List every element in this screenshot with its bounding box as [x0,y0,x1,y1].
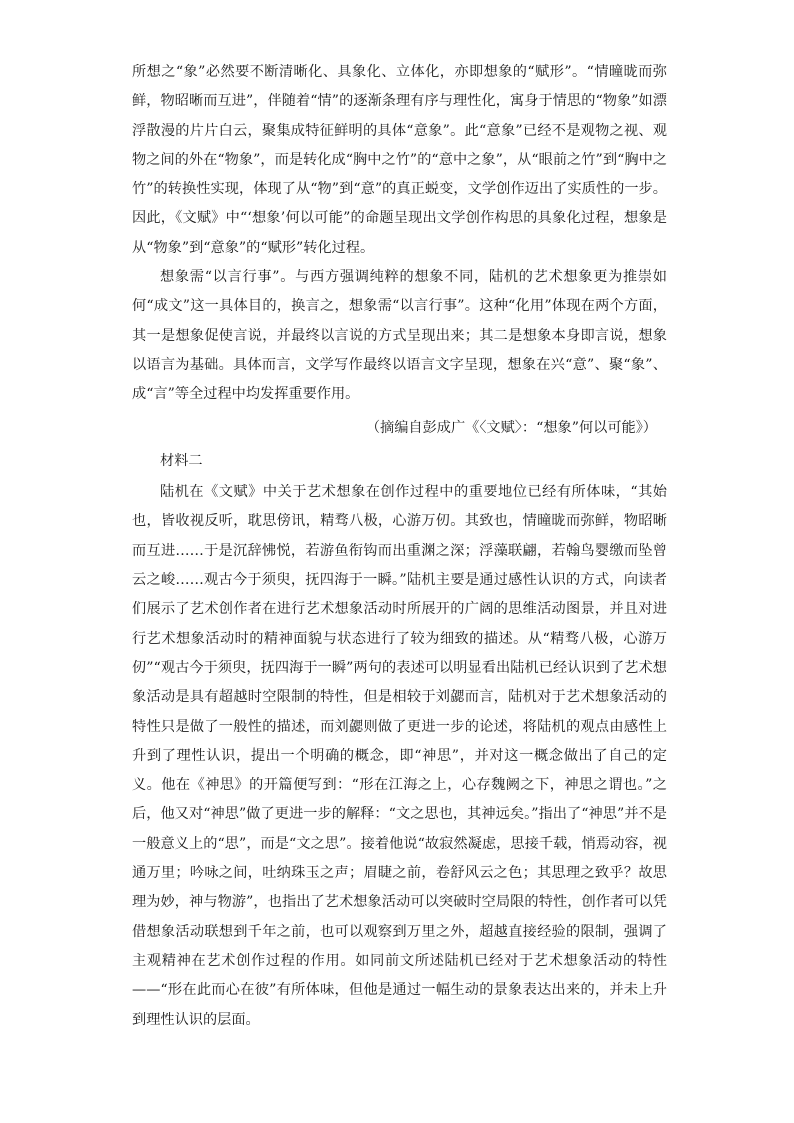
document-page [132,58,667,1035]
material-two-heading: 材料二 [160,452,203,469]
paragraph-lu-ji: 陆机在《文赋》中关于艺术想象在创作过程中的重要地位已经有所体味，“其始也，皆收视反听，耽思傍讯，精骛八极，心游万仞。其致也，情曈昽而弥鲜，物昭晰而互进……于是沉辞怫悦，若游鱼衔钩而出重渊之深；浮藻联翩，若翰鸟婴缴而坠曾云之峻……观古今于须臾，抚四海于一瞬。”陆机主要是通过感性认识的方式，向读者们展示了艺术创作者在进行艺术想象活动时所展开的广阔的思维活动图景，并且对进行艺术想象活动时的精神面貌与状态进行了较为细致的描述。从“精骛八极，心游万仞”“观古今于须臾，抚四海于一瞬”两句的表述可以明显看出陆机已经认识到了艺术想象活动是具有超越时空限制的特性，但是相较于刘勰而言，陆机对于艺术想象活动的特性只是做了一般性的描述，而刘勰则做了更进一步的论述，将陆机的观点由感性上升到了理性认识，提出一个明确的概念，即“神思”，并对这一概念做出了自己的定义。他在《神思》的开篇便写到：“形在江海之上，心存魏阙之下，神思之谓也。”之后，他又对“神思”做了更进一步的解释：“文之思也，其神远矣。”指出了“神思”并不是一般意义上的“思”，而是“文之思”。接着他说“故寂然凝虑，思接千载，悄焉动容，视通万里；吟咏之间，吐纳珠玉之声；眉睫之前，卷舒风云之色；其思理之致乎？故思理为妙，神与物游”，也指出了艺术想象活动可以突破时空局限的特性，创作者可以凭借想象活动联想到千年之前，也可以观察到万里之外，超越直接经验的限制，强调了主观精神在艺术创作过程的作用。如同前文所述陆机已经对于艺术想象活动的特性——“形在此而心在彼”有所体味，但他是通过一幅生动的景象表达出来的，并未上升到理性认识的层面。 [132,484,667,1028]
paragraph-imagination-speech: 想象需“以言行事”。与西方强调纯粹的想象不同，陆机的艺术想象更为推崇如何“成文”这一具体目的，换言之，想象需“以言行事”。这种“化用”体现在两个方面，其一是想象促使言说，并最终以言说的方式呈现出来；其二是想象本身即言说，想象以语言为基础。具体而言，文学写作最终以语言文字呈现，想象在兴“意”、聚“象”、成“言”等全过程中均发挥重要作用。 [132,269,667,403]
paragraph-imagery: 所想之“象”必然要不断清晰化、具象化、立体化，亦即想象的“赋形”。“情曈昽而弥鲜，物昭晰而互进”，伴随着“情”的逐渐条理有序与理性化，寓身于情思的“物象”如漂浮散漫的片片白云，聚集成特征鲜明的具体“意象”。此“意象”已经不是观物之视、观物之间的外在“物象”，而是转化成“胸中之竹”的“意中之象”，从“眼前之竹”到“胸中之竹”的转换性实现，体现了从“物”到“意”的真正蜕变，文学创作迈出了实质性的一步。因此，《文赋》中“‘想象’何以可能”的命题呈现出文学创作构思的具象化过程，想象是从“物象”到“意象”的“赋形”转化过程。 [132,64,667,256]
source-citation: （摘编自彭成广《〈文赋〉：“想象”何以可能》） [365,419,657,436]
